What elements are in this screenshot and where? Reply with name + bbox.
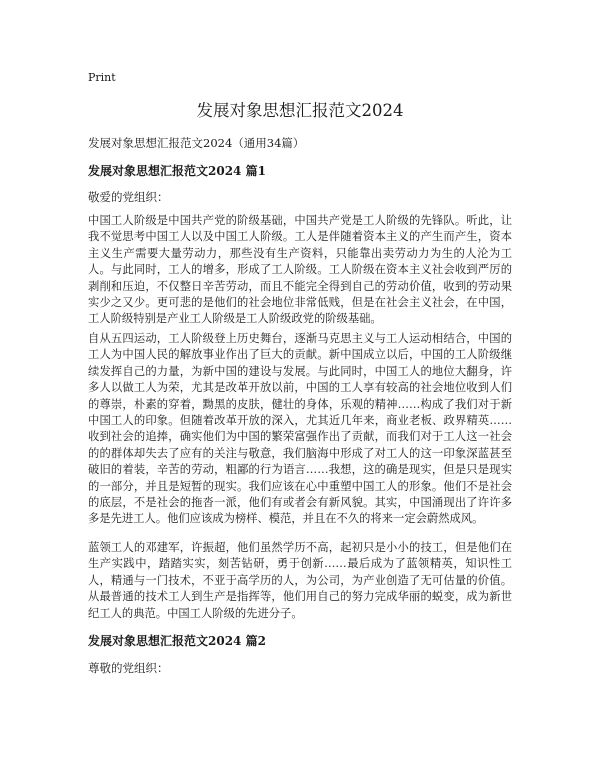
section-heading-2: 发展对象思想汇报范文2024 篇2 xyxy=(88,634,266,648)
salutation-1: 敬爱的党组织： xyxy=(88,190,169,204)
page-title: 发展对象思想汇报范文2024 xyxy=(196,101,404,120)
paragraph: 自从五四运动，工人阶级登上历史舞台，逐渐马克思主义与工人运动相结合，中国的工人为中国人民的解放事业作出了巨大的贡献。新中国成立以后，中国的工人阶级继续发挥自己的力量，为新中国的建设与发展。与此同时，中国工人的地位大翻身，许多人以做工人为荣，尤其是改革开放以前，中国的工人享有较高的社会地位收到人们的尊崇，朴素的穿着，黝黑的皮肤，健壮的身体，乐观的精神……构成了我们对于新中国工人的印象。但随着改革开放的深入，尤其近几年来，商业老板、政界精英……收到社会的追捧，确实他们为中国的繁荣富强作出了贡献，而我们对于工人这一社会的的群体却失去了应有的关注与敬意，我们脑海中形成了对工人的这一印象深蓝甚至破旧的着装，辛苦的劳动，粗鄙的行为语言……我想，这的确是现实，但是只是现实的一部分，并且是短暂的现实。我们应该在心中重塑中国工人的形象。他们不是社会的底层，不是社会的拖沓一派，他们有或者会有新风貌。其实，中国涌现出了许许多多是先进工人。他们应该成为榜样、模范，并且在不久的将来一定会蔚然成风。 xyxy=(88,332,512,526)
print-link[interactable]: Print xyxy=(88,71,116,84)
salutation-2: 尊敬的党组织： xyxy=(88,661,169,675)
paragraph: 蓝领工人的邓建军，许振超，他们虽然学历不高，起初只是小小的技工，但是他们在生产实践中，踏踏实实，刻苦钻研，勇于创新……最后成为了蓝领精英，知识性工人，精通与一门技术，不亚于高学历的人，为公司，为产业创造了无可估量的价值。从最普通的技术工人到生产是指挥等，他们用自己的努力完成华丽的蜕变，成为新世纪工人的典范。中国工人阶级的先进分子。 xyxy=(88,541,512,620)
document-subtitle: 发展对象思想汇报范文2024（通用34篇） xyxy=(88,136,305,150)
section-heading-1: 发展对象思想汇报范文2024 篇1 xyxy=(88,164,266,178)
paragraph: 中国工人阶级是中国共产党的阶级基础，中国共产党是工人阶级的先锋队。听此，让我不觉思考中国工人以及中国工人阶级。工人是伴随着资本主义的产生而产生，资本主义生产需要大量劳动力，那些没有生产资料，只能靠出卖劳动力为生的人沦为工人。与此同时，工人的增多，形成了工人阶级。工人阶级在资本主义社会收到严厉的剥削和压迫，不仅整日辛苦劳动，而且不能完全得到自己的劳动价值，收到的劳动果实少之又少。更可悲的是他们的社会地位非常低贱，但是在社会主义社会，在中国，工人阶级特别是产业工人阶级是工人阶级政党的阶级基础。 xyxy=(88,214,512,326)
